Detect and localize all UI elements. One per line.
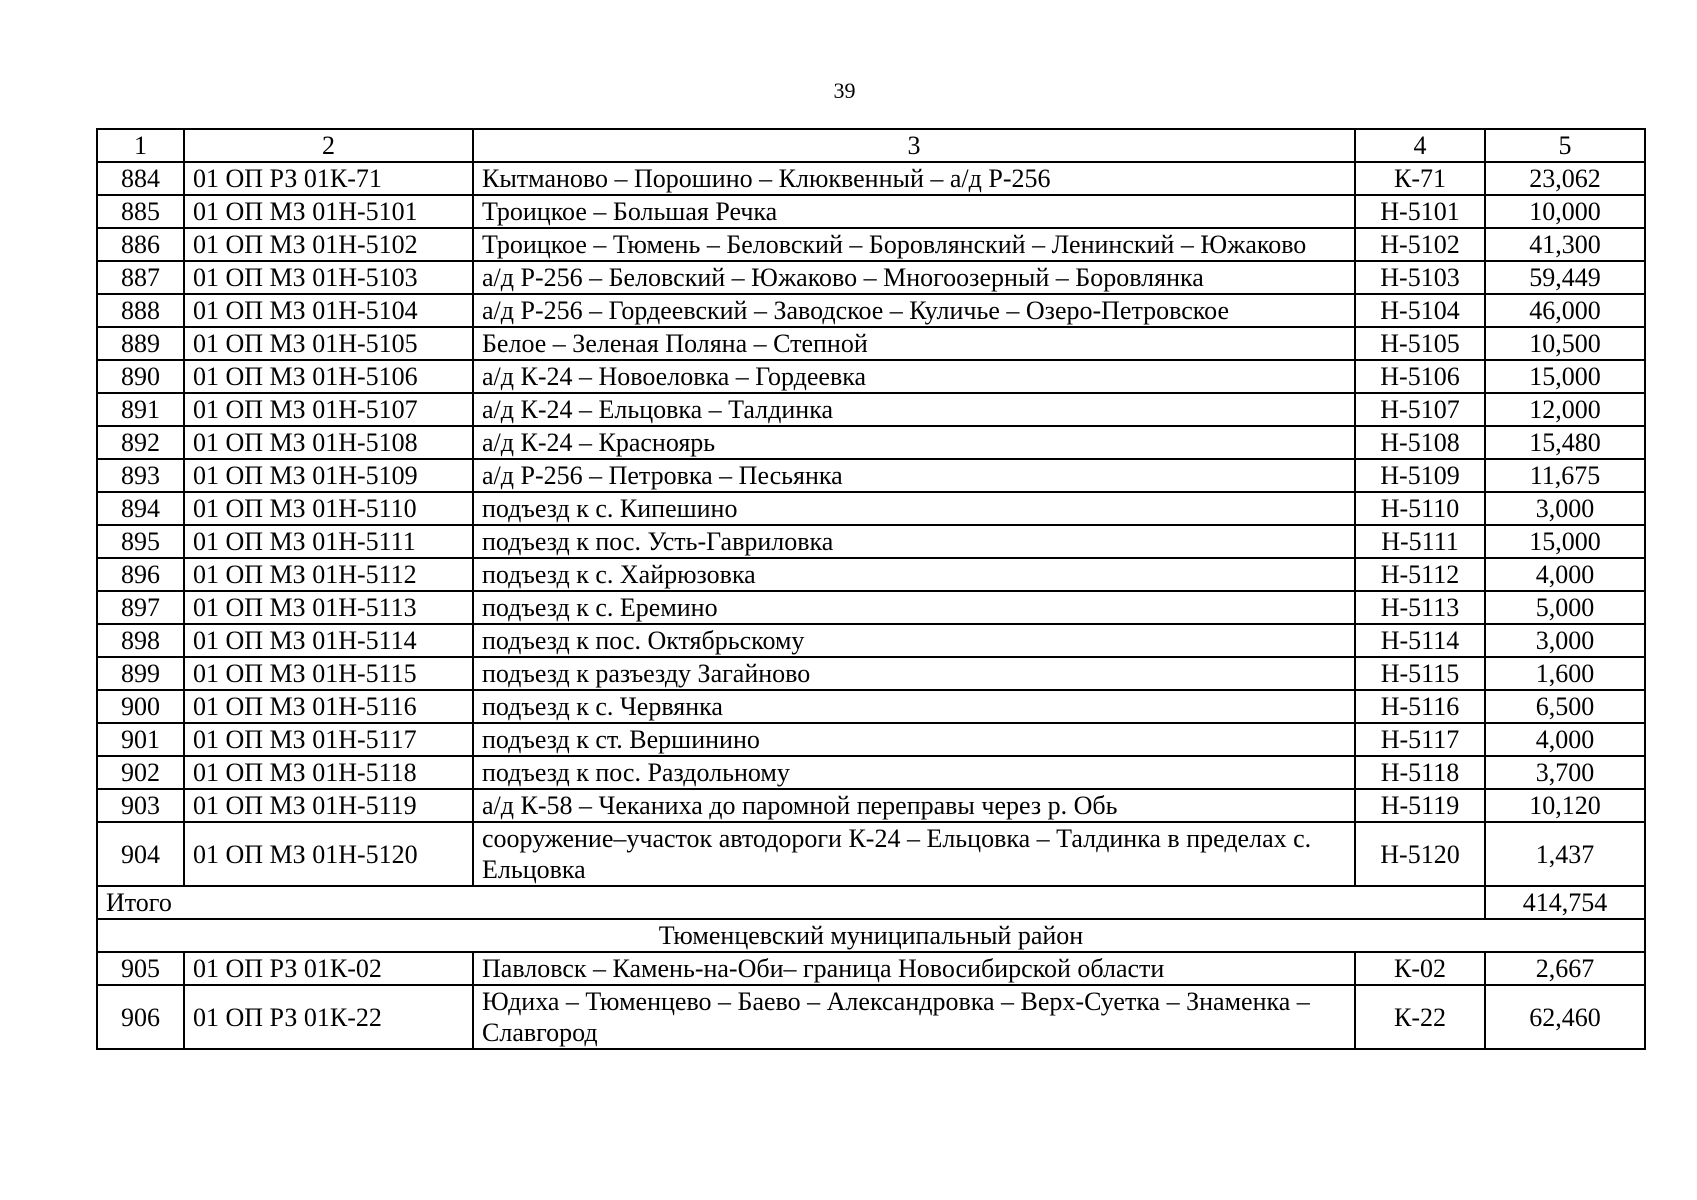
road-length: 10,500: [1485, 327, 1645, 360]
row-number: 897: [97, 591, 184, 624]
table-row: [97, 525, 1645, 558]
table-row: [97, 822, 1645, 886]
road-length: 6,500: [1485, 690, 1645, 723]
road-name: подъезд к с. Кипешино: [473, 492, 1355, 525]
road-code: Н-5120: [1355, 822, 1485, 886]
road-name: Павловск – Камень-на-Оби– граница Новосибирской области: [473, 952, 1355, 985]
row-number: 888: [97, 294, 184, 327]
row-number: 891: [97, 393, 184, 426]
road-id: 01 ОП РЗ 01К-02: [184, 952, 473, 985]
road-id: 01 ОП МЗ 01Н-5118: [184, 756, 473, 789]
road-code: Н-5112: [1355, 558, 1485, 591]
row-number: 887: [97, 261, 184, 294]
road-id: 01 ОП МЗ 01Н-5107: [184, 393, 473, 426]
road-code: Н-5109: [1355, 459, 1485, 492]
table-row: [97, 985, 1645, 1049]
road-code: Н-5111: [1355, 525, 1485, 558]
table-row: [97, 294, 1645, 327]
road-length: 10,120: [1485, 789, 1645, 822]
table-row: [97, 723, 1645, 756]
road-name: подъезд к пос. Октябрьскому: [473, 624, 1355, 657]
road-name: Кытманово – Порошино – Клюквенный – а/д Р-256: [473, 162, 1355, 195]
road-name: подъезд к пос. Усть-Гавриловка: [473, 525, 1355, 558]
road-length: 15,000: [1485, 360, 1645, 393]
table-row: [97, 657, 1645, 690]
row-number: 901: [97, 723, 184, 756]
row-number: 895: [97, 525, 184, 558]
road-code: Н-5103: [1355, 261, 1485, 294]
road-name: а/д К-24 – Новоеловка – Гордеевка: [473, 360, 1355, 393]
row-number: 906: [97, 985, 184, 1049]
road-id: 01 ОП МЗ 01Н-5104: [184, 294, 473, 327]
road-id: 01 ОП МЗ 01Н-5119: [184, 789, 473, 822]
table-row: [97, 162, 1645, 195]
header-col-4: 4: [1355, 129, 1485, 162]
row-number: 899: [97, 657, 184, 690]
road-length: 46,000: [1485, 294, 1645, 327]
row-number: 892: [97, 426, 184, 459]
road-length: 5,000: [1485, 591, 1645, 624]
road-code: Н-5102: [1355, 228, 1485, 261]
row-number: 885: [97, 195, 184, 228]
road-length: 3,000: [1485, 492, 1645, 525]
road-length: 11,675: [1485, 459, 1645, 492]
table-row: [97, 261, 1645, 294]
road-length: 2,667: [1485, 952, 1645, 985]
road-length: 4,000: [1485, 558, 1645, 591]
road-length: 15,480: [1485, 426, 1645, 459]
road-name: подъезд к с. Хайрюзовка: [473, 558, 1355, 591]
road-length: 4,000: [1485, 723, 1645, 756]
table-row: [97, 228, 1645, 261]
row-number: 889: [97, 327, 184, 360]
road-length: 41,300: [1485, 228, 1645, 261]
header-col-5: 5: [1485, 129, 1645, 162]
table-row: [97, 492, 1645, 525]
road-code: Н-5114: [1355, 624, 1485, 657]
row-number: 898: [97, 624, 184, 657]
road-id: 01 ОП МЗ 01Н-5106: [184, 360, 473, 393]
row-number: 905: [97, 952, 184, 985]
header-row: [97, 129, 1645, 162]
road-id: 01 ОП МЗ 01Н-5112: [184, 558, 473, 591]
road-length: 1,437: [1485, 822, 1645, 886]
header-col-2: 2: [184, 129, 473, 162]
road-name: Юдиха – Тюменцево – Баево – Александровка – Верх-Суетка – Знаменка – Славгород: [473, 985, 1355, 1049]
header-col-3: 3: [473, 129, 1355, 162]
roads-table: [96, 128, 1646, 1050]
row-number: 900: [97, 690, 184, 723]
road-code: Н-5107: [1355, 393, 1485, 426]
total-value: 414,754: [1485, 886, 1645, 919]
road-length: 23,062: [1485, 162, 1645, 195]
section-title: Тюменцевский муниципальный район: [97, 919, 1645, 952]
total-label: Итого: [97, 886, 1485, 919]
road-code: Н-5119: [1355, 789, 1485, 822]
road-length: 12,000: [1485, 393, 1645, 426]
road-id: 01 ОП МЗ 01Н-5117: [184, 723, 473, 756]
road-name: а/д К-24 – Красноярь: [473, 426, 1355, 459]
row-number: 894: [97, 492, 184, 525]
road-name: подъезд к разъезду Загайново: [473, 657, 1355, 690]
table-row: [97, 459, 1645, 492]
road-code: К-71: [1355, 162, 1485, 195]
road-id: 01 ОП РЗ 01К-22: [184, 985, 473, 1049]
row-number: 884: [97, 162, 184, 195]
road-length: 1,600: [1485, 657, 1645, 690]
table-row: [97, 558, 1645, 591]
road-code: Н-5106: [1355, 360, 1485, 393]
road-code: Н-5117: [1355, 723, 1485, 756]
road-id: 01 ОП МЗ 01Н-5110: [184, 492, 473, 525]
road-code: Н-5105: [1355, 327, 1485, 360]
road-code: Н-5108: [1355, 426, 1485, 459]
road-name: Троицкое – Большая Речка: [473, 195, 1355, 228]
road-name: Белое – Зеленая Поляна – Степной: [473, 327, 1355, 360]
road-id: 01 ОП МЗ 01Н-5113: [184, 591, 473, 624]
road-id: 01 ОП МЗ 01Н-5116: [184, 690, 473, 723]
road-name: а/д К-24 – Ельцовка – Талдинка: [473, 393, 1355, 426]
row-number: 886: [97, 228, 184, 261]
row-number: 890: [97, 360, 184, 393]
road-length: 3,700: [1485, 756, 1645, 789]
road-id: 01 ОП МЗ 01Н-5101: [184, 195, 473, 228]
road-name: подъезд к пос. Раздольному: [473, 756, 1355, 789]
road-code: К-02: [1355, 952, 1485, 985]
road-length: 3,000: [1485, 624, 1645, 657]
road-id: 01 ОП МЗ 01Н-5108: [184, 426, 473, 459]
road-code: Н-5115: [1355, 657, 1485, 690]
page-number: 39: [833, 78, 856, 103]
road-code: Н-5116: [1355, 690, 1485, 723]
table-row: [97, 426, 1645, 459]
table-row: [97, 690, 1645, 723]
road-name: подъезд к ст. Вершинино: [473, 723, 1355, 756]
header-col-1: 1: [97, 129, 184, 162]
road-length: 62,460: [1485, 985, 1645, 1049]
road-name: а/д Р-256 – Беловский – Южаково – Многоозерный – Боровлянка: [473, 261, 1355, 294]
table-row: [97, 756, 1645, 789]
table-row: [97, 360, 1645, 393]
road-code: Н-5110: [1355, 492, 1485, 525]
road-id: 01 ОП МЗ 01Н-5111: [184, 525, 473, 558]
table-row: [97, 624, 1645, 657]
road-id: 01 ОП МЗ 01Н-5105: [184, 327, 473, 360]
road-name: а/д Р-256 – Петровка – Песьянка: [473, 459, 1355, 492]
road-id: 01 ОП МЗ 01Н-5102: [184, 228, 473, 261]
road-name: подъезд к с. Еремино: [473, 591, 1355, 624]
road-code: Н-5118: [1355, 756, 1485, 789]
road-id: 01 ОП МЗ 01Н-5103: [184, 261, 473, 294]
road-length: 15,000: [1485, 525, 1645, 558]
section-row: [97, 919, 1645, 952]
row-number: 904: [97, 822, 184, 886]
road-code: Н-5101: [1355, 195, 1485, 228]
row-number: 903: [97, 789, 184, 822]
table-row: [97, 393, 1645, 426]
road-name: подъезд к с. Червянка: [473, 690, 1355, 723]
road-id: 01 ОП МЗ 01Н-5109: [184, 459, 473, 492]
road-name: Троицкое – Тюмень – Беловский – Боровлянский – Ленинский – Южаково: [473, 228, 1355, 261]
row-number: 902: [97, 756, 184, 789]
road-id: 01 ОП РЗ 01К-71: [184, 162, 473, 195]
row-number: 896: [97, 558, 184, 591]
table-row: [97, 952, 1645, 985]
road-name: а/д Р-256 – Гордеевский – Заводское – Куличье – Озеро-Петровское: [473, 294, 1355, 327]
road-name: а/д К-58 – Чеканиха до паромной переправы через р. Обь: [473, 789, 1355, 822]
row-number: 893: [97, 459, 184, 492]
road-id: 01 ОП МЗ 01Н-5120: [184, 822, 473, 886]
road-length: 59,449: [1485, 261, 1645, 294]
road-code: Н-5113: [1355, 591, 1485, 624]
road-code: К-22: [1355, 985, 1485, 1049]
road-name: сооружение–участок автодороги К-24 – Ельцовка – Талдинка в пределах с. Ельцовка: [473, 822, 1355, 886]
road-id: 01 ОП МЗ 01Н-5114: [184, 624, 473, 657]
road-length: 10,000: [1485, 195, 1645, 228]
table-row: [97, 195, 1645, 228]
table-row: [97, 591, 1645, 624]
table-row: [97, 327, 1645, 360]
total-row: [97, 886, 1645, 919]
road-code: Н-5104: [1355, 294, 1485, 327]
road-id: 01 ОП МЗ 01Н-5115: [184, 657, 473, 690]
table-row: [97, 789, 1645, 822]
